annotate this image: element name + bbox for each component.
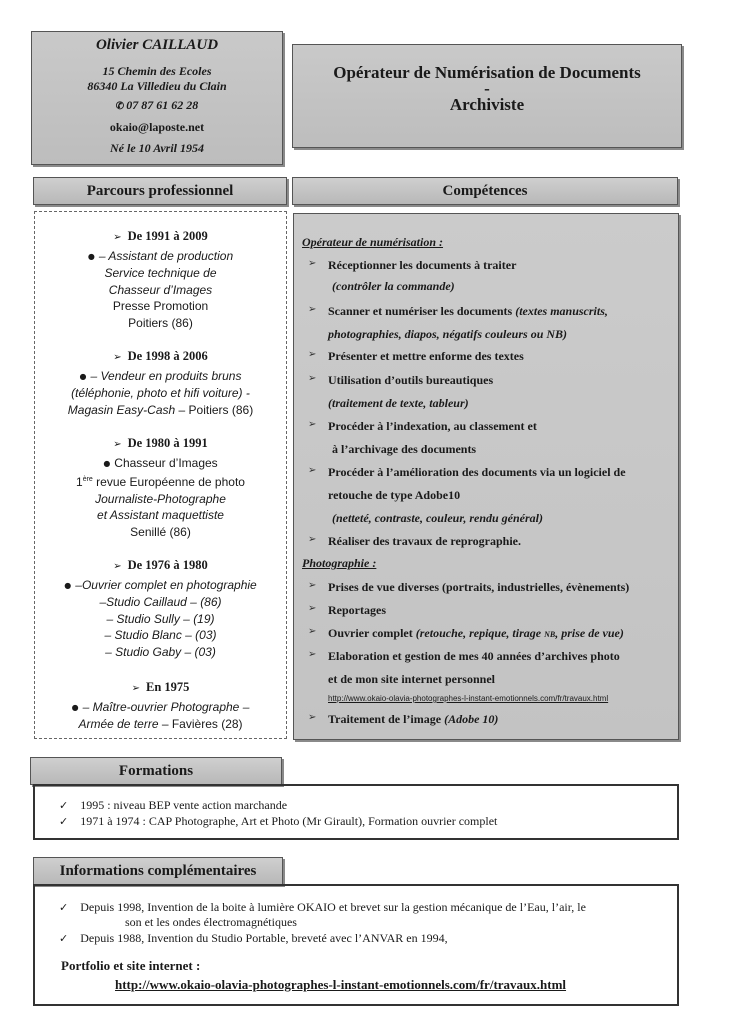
arrow-bullet-icon: ➢ xyxy=(308,626,317,637)
competence-text: (textes manuscrits, xyxy=(515,304,608,318)
formations-panel xyxy=(33,784,679,840)
competence-text: , prise de vue) xyxy=(555,626,624,640)
competence-text: Reportages xyxy=(328,603,386,617)
parcours-entry: ➢ De 1998 à 2006 ● – Vendeur en produits bruns (téléphonie, photo et hifi voiture) - Magasin Easy-Cash – Poitiers (86) xyxy=(35,348,286,418)
parcours-panel xyxy=(34,211,287,739)
competences-heading-numerisation: Opérateur de numérisation : xyxy=(302,235,444,249)
section-title-parcours: Parcours professionnel xyxy=(33,177,287,205)
entry-line: – Vendeur en produits bruns xyxy=(90,369,242,383)
site-link[interactable]: http://www.okaio-olavia-photographes-l-instant-emotionnels.com/fr/travaux.html xyxy=(328,694,609,703)
arrow-bullet-icon: ➢ xyxy=(308,304,317,315)
dot-bullet-icon: ● xyxy=(87,251,95,261)
entry-period: De 1991 à 2009 xyxy=(127,229,208,243)
entry-line-superscript: ère xyxy=(82,476,93,484)
entry-line: (téléphonie, photo et hifi voiture) - xyxy=(71,386,250,401)
arrow-bullet-icon: ➢ xyxy=(131,683,140,694)
competence-text: retouche de type Adobe10 xyxy=(328,488,461,502)
entry-line: Service technique de xyxy=(104,266,217,281)
competence-text: Elaboration et gestion de mes 40 années d’archives photo xyxy=(328,649,620,663)
entry-period: En 1975 xyxy=(145,680,190,694)
entry-period: De 1980 à 1991 xyxy=(127,436,208,450)
email-address[interactable]: okaio@laposte.net xyxy=(109,120,205,134)
job-title-line-1: Opérateur de Numérisation de Documents xyxy=(333,63,641,82)
competence-text: NB xyxy=(544,630,556,639)
checkmark-icon: ✓ xyxy=(59,932,69,945)
competence-text: photographies, diapos, négatifs couleurs ou NB) xyxy=(328,327,568,341)
competence-text: et de mon site internet personnel xyxy=(328,672,495,686)
arrow-bullet-icon: ➢ xyxy=(308,534,317,545)
competence-text: Scanner et numériser les documents xyxy=(328,304,513,318)
competence-text: (Adobe 10) xyxy=(444,712,499,726)
entry-line: et Assistant maquettiste xyxy=(97,508,224,523)
entry-line: 1 xyxy=(76,475,83,490)
job-title-line-2: Archiviste xyxy=(449,95,525,114)
info-item-continued: son et les ondes électromagnétiques xyxy=(125,915,297,929)
competence-text: Réceptionner les documents à traiter xyxy=(328,258,517,272)
entry-line: – Assistant de production xyxy=(98,249,234,263)
checkmark-icon: ✓ xyxy=(59,815,69,828)
section-title-informations: Informations complémentaires xyxy=(33,857,283,885)
competence-text: (retouche, repique, tirage xyxy=(415,626,542,640)
section-title-competences: Compétences xyxy=(292,177,678,205)
info-item xyxy=(59,931,448,946)
arrow-bullet-icon: ➢ xyxy=(113,561,122,572)
entry-line: Armée de terre xyxy=(78,717,159,732)
job-title-card xyxy=(292,44,682,148)
portfolio-label: Portfolio et site internet : xyxy=(61,958,201,973)
formation-item xyxy=(59,798,287,813)
arrow-bullet-icon: ➢ xyxy=(308,465,317,476)
arrow-bullet-icon: ➢ xyxy=(308,419,317,430)
entry-period: De 1998 à 2006 xyxy=(127,349,208,363)
arrow-bullet-icon: ➢ xyxy=(308,580,317,591)
dot-bullet-icon: ● xyxy=(79,371,87,381)
parcours-entry xyxy=(35,228,286,331)
competence-text: Traitement de l’image xyxy=(328,712,442,726)
section-title-formations: Formations xyxy=(30,757,282,785)
arrow-bullet-icon: ➢ xyxy=(308,603,317,614)
entry-line: –Studio Caillaud – (86) xyxy=(99,595,222,610)
dot-bullet-icon: ● xyxy=(64,580,72,590)
competence-text: Ouvrier complet xyxy=(328,626,413,640)
competence-text: Utilisation d’outils bureautiques xyxy=(328,373,494,387)
phone-line xyxy=(32,98,282,114)
entry-line: –Ouvrier complet en photographie xyxy=(75,578,257,592)
info-item xyxy=(59,900,586,915)
phone-icon: ✆ xyxy=(115,101,125,112)
address-line-2: 86340 La Villedieu du Clain xyxy=(87,79,227,93)
competence-text: Présenter et mettre enforme des textes xyxy=(328,349,524,363)
info-text: Depuis 1998, Invention de la boite à lumière OKAIO et brevet sur la gestion mécanique de l’Eau, l’air, le xyxy=(80,900,586,914)
entry-line: Magasin Easy-Cash xyxy=(67,402,176,417)
competence-text: Prises de vue diverses (portraits, industrielles, évènements) xyxy=(328,580,630,594)
arrow-bullet-icon: ➢ xyxy=(308,649,317,660)
entry-line: revue Européenne de photo xyxy=(96,475,245,490)
entry-line: Chasseur d’Images xyxy=(108,282,213,297)
entry-line: Poitiers (86) xyxy=(188,402,254,417)
checkmark-icon: ✓ xyxy=(59,901,69,914)
entry-line: – Studio Gaby – (03) xyxy=(105,644,216,659)
competence-text: Procéder à l’indexation, au classement et xyxy=(328,419,537,433)
dot-bullet-icon: ● xyxy=(71,702,79,712)
portfolio-link[interactable]: http://www.okaio-olavia-photographes-l-instant-emotionnels.com/fr/travaux.html xyxy=(115,977,567,992)
entry-line: – Studio Sully – (19) xyxy=(106,611,215,626)
formation-item xyxy=(59,814,497,829)
informations-panel xyxy=(33,884,679,1006)
address-line-1: 15 Chemin des Ecoles xyxy=(102,64,212,78)
contact-card xyxy=(31,31,283,165)
checkmark-icon: ✓ xyxy=(59,799,69,812)
arrow-bullet-icon: ➢ xyxy=(308,712,317,723)
entry-line: Senillé (86) xyxy=(130,524,191,539)
entry-line: – Favières (28) xyxy=(161,717,243,732)
entry-line: – Studio Blanc – (03) xyxy=(104,628,217,643)
arrow-bullet-icon: ➢ xyxy=(308,258,317,269)
arrow-bullet-icon: ➢ xyxy=(113,439,122,450)
competence-text: (netteté, contraste, couleur, rendu général) xyxy=(332,511,543,525)
entry-line: Presse Promotion xyxy=(112,299,209,314)
job-title-separator: - xyxy=(484,79,490,98)
entry-line: Chasseur d’Images xyxy=(114,456,218,470)
parcours-entry xyxy=(35,435,286,540)
info-text: Depuis 1988, Invention du Studio Portable, breveté avec l’ANVAR en 1994, xyxy=(80,931,448,945)
arrow-bullet-icon: ➢ xyxy=(308,349,317,360)
competence-text: (contrôler la commande) xyxy=(332,279,455,293)
formation-text: 1971 à 1974 : CAP Photographe, Art et Photo (Mr Girault), Formation ouvrier complet xyxy=(80,814,498,828)
formation-text: 1995 : niveau BEP vente action marchande xyxy=(80,798,288,812)
competences-heading-photographie: Photographie : xyxy=(302,556,377,570)
entry-line: Journaliste-Photographe xyxy=(95,491,226,506)
phone-number: 07 87 61 62 28 xyxy=(126,98,199,112)
competence-text: Réaliser des travaux de reprographie. xyxy=(328,534,521,548)
parcours-entry xyxy=(35,679,286,733)
competence-text: (traitement de texte, tableur) xyxy=(328,396,469,410)
competences-panel xyxy=(293,213,679,740)
entry-line: Poitiers (86) xyxy=(128,315,193,330)
contact-name: Olivier CAILLAUD xyxy=(95,37,219,53)
competence-text: Procéder à l’amélioration des documents via un logiciel de xyxy=(328,465,626,479)
birth-date: Né le 10 Avril 1954 xyxy=(110,141,204,155)
arrow-bullet-icon: ➢ xyxy=(113,232,122,243)
arrow-bullet-icon: ➢ xyxy=(113,352,122,363)
entry-line: – Maître-ouvrier Photographe – xyxy=(82,700,250,714)
dot-bullet-icon: ● xyxy=(103,458,111,468)
parcours-entry xyxy=(35,557,286,660)
entry-period: De 1976 à 1980 xyxy=(127,558,208,572)
competence-text: à l’archivage des documents xyxy=(332,442,477,456)
arrow-bullet-icon: ➢ xyxy=(308,373,317,384)
